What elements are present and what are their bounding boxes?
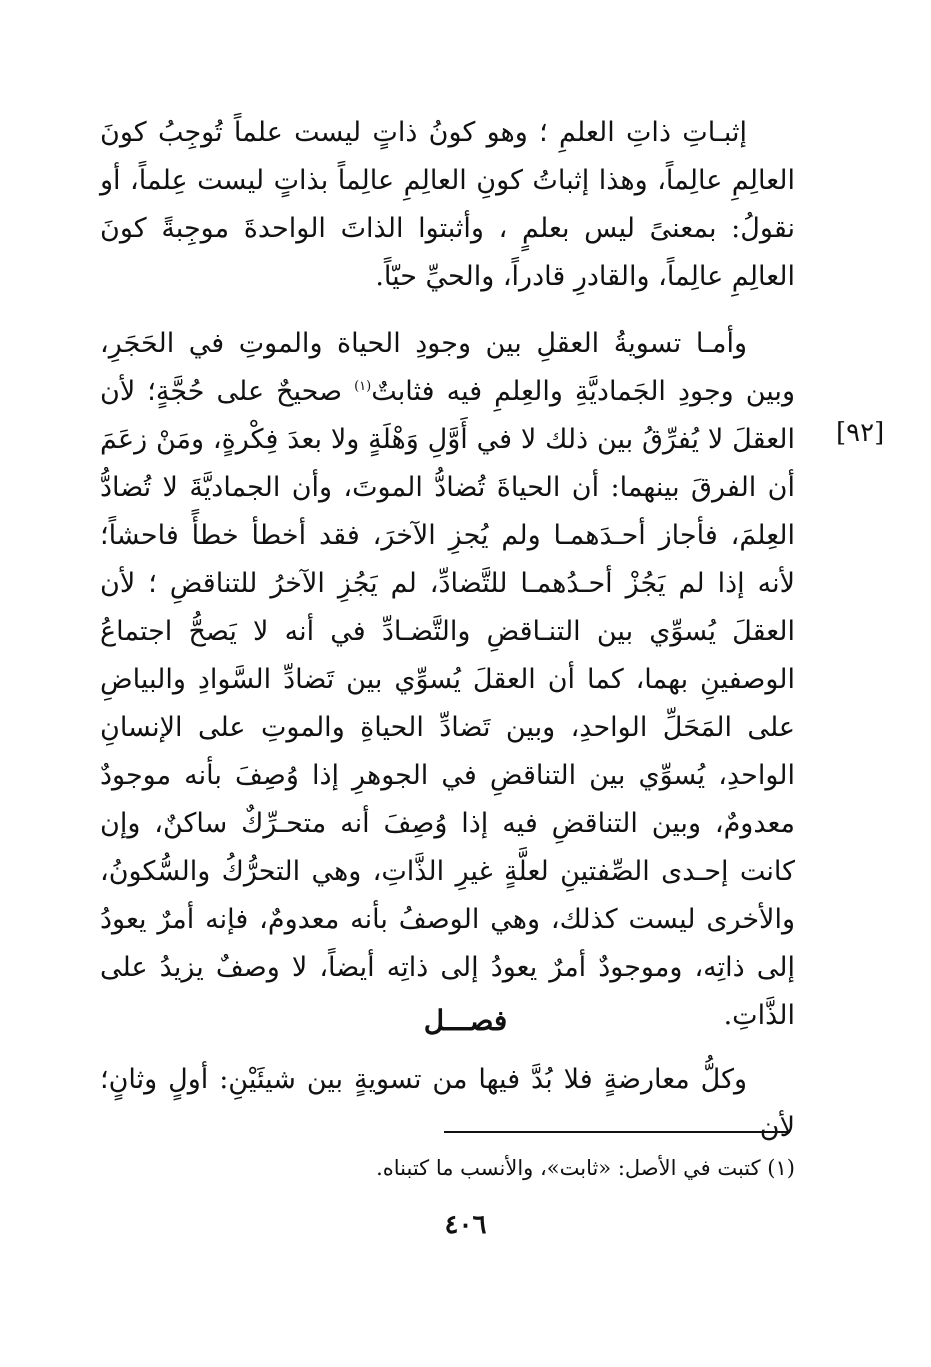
footnote-reference: (١) [354, 379, 372, 394]
footnote: (١) كتبت في الأصل: «ثابت»، والأنسب ما كتبناه. [376, 1156, 795, 1180]
paragraph-2-text-start: وأمـا تسويةُ العقلِ بين وجودِ الحياة والموتِ في الحَجَرِ، وبين وجودِ الجَماديَّةِ والعِلمِ فيه فثابتٌ [100, 328, 795, 407]
section-heading: فصـــل [423, 1004, 508, 1037]
margin-page-reference: [٩٢] [836, 418, 885, 448]
paragraph-3 [100, 1056, 795, 1152]
paragraph-2 [100, 320, 795, 1040]
paragraph-3-text: وكلُّ معارضةٍ فلا بُدَّ فيها من تسويةٍ بين شيئَيْنِ: أولٍ وثانٍ؛ لأن [100, 1064, 795, 1143]
paragraph-2-text-rest: صحيحٌ على حُجَّةٍ؛ لأن العقلَ لا يُفرِّقُ بين ذلك لا في أَوَّلِ وَهْلَةٍ ولا بعدَ فِكْرةٍ، ومَنْ زعَمَ أن الفرقَ بينهما: أن الحياةَ تُضادُّ الموتَ، وأن الجماديَّةَ لا تُضادُّ العِلمَ، فأجاز أحـدَهمـا ولم يُجزِ الآخرَ، فقد أخطأ خطأً فاحشاً؛ لأنه إذا لم يَجُزْ أحـدُهمـا للتَّضادِّ، لم يَجُزِ الآخرُ للتناقضِ ؛ لأن العقلَ يُسوِّي بين التنـاقضِ والتَّضـادِّ في أنه لا يَصحُّ اجتماعُ الوصفينِ بهما، كما أن العقلَ يُسوِّي بين تَضادِّ السَّوادِ والبياضِ على المَحَلِّ الواحدِ، وبين تَضادِّ الحياةِ والموتِ على الإنسانِ الواحدِ، يُسوِّي بين التناقضِ في الجوهرِ إذا وُصِفَ بأنه موجودٌ معدومٌ، وبين التناقضِ فيه إذا وُصِفَ أنه متحـرِّكٌ ساكنٌ، وإن كانت إحـدى الصِّفتينِ لعلَّةٍ غيرِ الذَّاتِ، وهي التحرُّكُ والسُّكونُ، والأخرى ليست كذلك، وهي الوصفُ بأنه معدومٌ، فإنه أمرٌ يعودُ إلى ذاتِه، وموجودٌ أمرٌ يعودُ إلى ذاتِه أيضاً، لا وصفٌ يزيدُ على الذَّاتِ. [100, 376, 795, 1031]
page-number: ٤٠٦ [444, 1210, 487, 1240]
paragraph-1-text: إثبـاتِ ذاتِ العلمِ ؛ وهو كونُ ذاتٍ ليست علماً تُوجِبُ كونَ العالِمِ عالِماً، وهذا إثباتُ كونِ العالِمِ عالِماً بذاتٍ ليست عِلماً، أو نقولُ: بمعنىً ليس بعلمٍ ، وأثبتوا الذاتَ الواحدةَ موجِبةً كونَ العالِمِ عالِماً، والقادرِ قادراً، والحيِّ حيّاً. [100, 117, 795, 292]
footnote-divider [444, 1131, 790, 1133]
paragraph-1 [100, 109, 795, 301]
